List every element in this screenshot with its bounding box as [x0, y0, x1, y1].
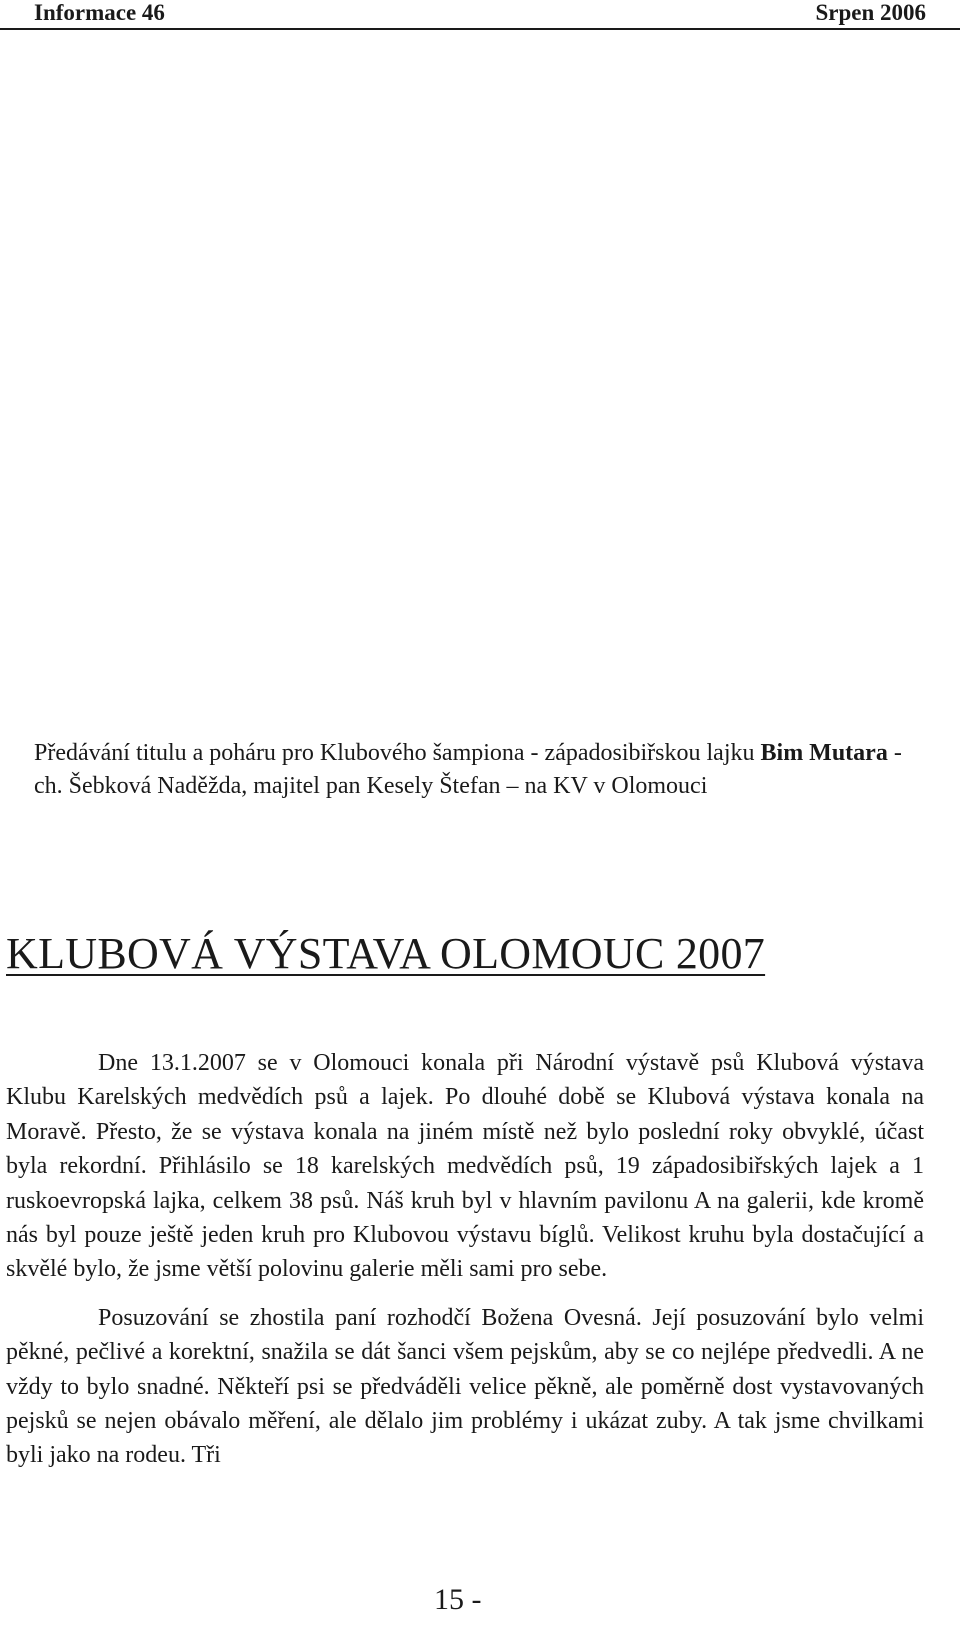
paragraph-1: Dne 13.1.2007 se v Olomouci konala při Národní výstavě psů Klubová výstava Klubu Karelských medvědích psů a lajek. Po dlouhé době se Klubová výstava konala na Moravě. Přesto, že se výstava konala na jiném místě než bylo poslední roky obvyklé, účast byla rekordní. Přihlásilo se 18 karelských medvědích psů, 19 západosibiřských lajek a 1 ruskoevropská lajka, celkem 38 psů. Náš kruh byl v hlavním pavilonu A na galerii, kde kromě nás byl pouze ještě jeden kruh pro Klubovou výstavu bíglů. Velikost kruhu byla dostačující a skvělé bylo, že jsme větší polovinu galerie měli sami pro sebe.: [6, 1050, 924, 1283]
caption-line-1: Předávání titulu a poháru pro Klubového šampiona - západosibiřskou lajku: [34, 740, 755, 766]
issue-label: Informace 46: [34, 0, 165, 25]
caption-rest: - ch. Šebková Naděžda, majitel pan Kesely Štefan – na KV v Olomouci: [34, 740, 902, 799]
date-label: Srpen 2006: [815, 0, 926, 25]
page-header: [0, 0, 960, 30]
page-number: 15 -: [434, 1583, 482, 1616]
article-body: [6, 1046, 924, 1487]
photo-caption: [34, 737, 924, 803]
paragraph-2: Posuzování se zhostila paní rozhodčí Božena Ovesná. Její posuzování bylo velmi pěkné, pečlivé a korektní, snažila se dát šanci všem pejskům, aby se co nejlépe předvedli. A ne vždy to bylo snadné. Někteří psi se předváděli velice pěkně, ale poměrně dost vystavovaných pejsků se nejen obávalo měření, ale dělalo jim problémy i ukázat zuby. A tak jsme chvilkami byli jako na rodeu. Tři: [6, 1304, 924, 1469]
article-title: KLUBOVÁ VÝSTAVA OLOMOUC 2007: [6, 929, 766, 978]
caption-dog-name: Bim Mutara: [760, 740, 888, 766]
